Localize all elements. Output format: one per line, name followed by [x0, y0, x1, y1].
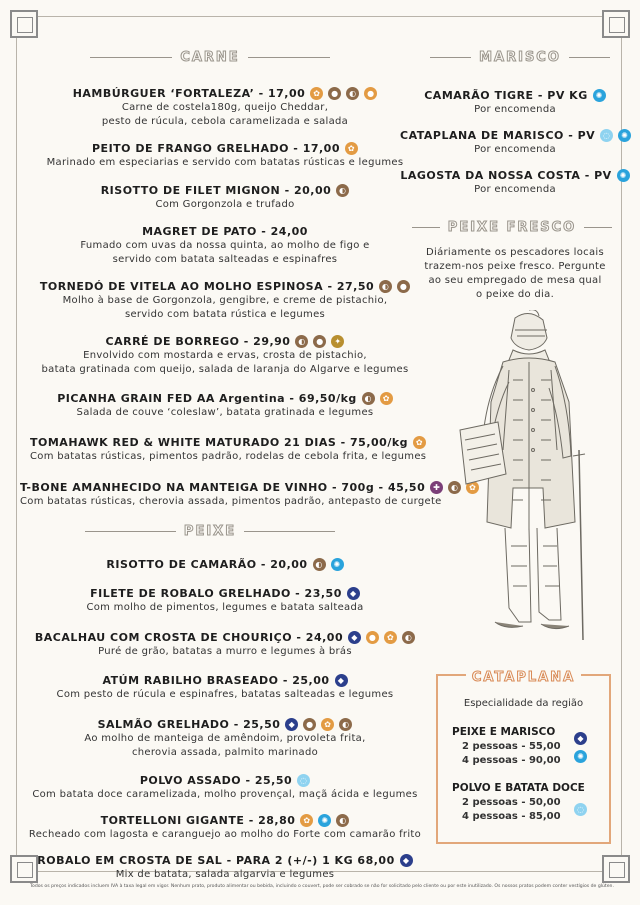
gluten-icon: ✿	[466, 481, 479, 494]
item-name: TORTELLONI GIGANTE - 28,80	[100, 814, 296, 827]
item-desc: Com batata doce caramelizada, molho provençal, maçã ácida e legumes	[32, 789, 418, 800]
note-line: ao seu empregado de mesa qual	[428, 275, 602, 286]
menu-item	[30, 275, 420, 322]
item-desc: Fumado com uvas da nossa quinta, ao molho de figo e	[80, 240, 370, 251]
gluten-icon: ✿	[413, 436, 426, 449]
gluten-icon: ✿	[345, 142, 358, 155]
item-desc: Com batatas rústicas, pimentos padrão, rodelas de cebola frita, e legumes	[30, 451, 427, 462]
section-title-peixe: PEIXE	[183, 524, 237, 539]
menu-item	[400, 84, 630, 117]
price-line: 2 pessoas - 50,00	[462, 797, 561, 808]
fish-icon: ◆	[347, 587, 360, 600]
menu-item	[30, 330, 420, 377]
menu-item	[30, 769, 420, 802]
nuts-icon: ●	[303, 718, 316, 731]
item-name: CATAPLANA DE MARISCO - PV	[400, 129, 596, 142]
menu-item	[30, 387, 420, 420]
dairy-icon: ◐	[313, 558, 326, 571]
item-desc: Com molho de pimentos, legumes e batata salteada	[86, 602, 364, 613]
dairy-icon: ◐	[339, 718, 352, 731]
price-line: 2 pessoas - 55,00	[462, 741, 561, 752]
cataplana-prices	[462, 740, 561, 768]
item-desc: Puré de grão, batatas a murro e legumes à brás	[98, 646, 352, 657]
price-line: 4 pessoas - 90,00	[462, 755, 561, 766]
item-desc: Marinado em especiarias e servido com batatas rústicas e legumes	[46, 157, 404, 168]
menu-item	[30, 713, 420, 760]
crustacean-icon: ✺	[331, 558, 344, 571]
item-desc: cherovia assada, palmito marinado	[131, 747, 319, 758]
cataplana-prices	[462, 796, 561, 824]
cataplana-group-name: PEIXE E MARISCO	[452, 726, 556, 738]
item-desc: Ao molho de manteiga de amêndoim, provoleta frita,	[84, 733, 366, 744]
menu-item	[400, 164, 630, 197]
menu-item	[30, 220, 420, 267]
gluten-icon: ✿	[321, 718, 334, 731]
cataplana-group-name: POLVO E BATATA DOCE	[452, 782, 585, 794]
corner-ornament	[10, 10, 38, 38]
menu-item	[30, 849, 420, 882]
cataplana-box	[436, 670, 611, 844]
item-desc: Com batatas rústicas, cherovia assada, pimentos padrão, antepasto de curgete	[20, 496, 442, 507]
dairy-icon: ●	[328, 87, 341, 100]
nuts-icon: ●	[397, 280, 410, 293]
fish-icon: ◆	[574, 732, 587, 745]
item-name: ROBALO EM CROSTA DE SAL - PARA 2 (+/-) 1 KG 68,00	[37, 854, 395, 867]
item-name: CAMARÃO TIGRE - PV KG	[424, 89, 588, 102]
item-name: T-BONE AMANHECIDO NA MANTEIGA DE VINHO - 700g - 45,50	[20, 481, 426, 494]
menu-item	[30, 431, 427, 464]
section-title-carne: CARNE	[180, 50, 240, 65]
item-name: PEITO DE FRANGO GRELHADO - 17,00	[92, 142, 340, 155]
crustacean-icon: ✺	[593, 89, 606, 102]
section-carne	[90, 50, 330, 65]
menu-item	[20, 476, 477, 509]
mustard-icon: ◐	[346, 87, 359, 100]
section-title-peixe-fresco: PEIXE FRESCO	[447, 220, 577, 235]
item-name: FILETE DE ROBALO GRELHADO - 23,50	[90, 587, 342, 600]
fish-icon: ◆	[400, 854, 413, 867]
fish-icon: ◆	[335, 674, 348, 687]
menu-item	[30, 582, 420, 615]
mollusc-icon: ◌	[600, 129, 613, 142]
gluten-icon: ✿	[310, 87, 323, 100]
egg-icon: ●	[366, 631, 379, 644]
item-desc: Por encomenda	[474, 104, 556, 115]
item-name: BACALHAU COM CROSTA DE CHOURIÇO - 24,00	[34, 631, 344, 644]
note-line: Diáriamente os pescadores locais	[426, 247, 604, 258]
crustacean-icon: ✺	[574, 750, 587, 763]
section-peixe-fresco	[412, 220, 612, 235]
menu-item	[400, 124, 630, 157]
section-title-marisco: MARISCO	[479, 50, 561, 65]
gluten-icon: ✿	[380, 392, 393, 405]
item-name: TOMAHAWK RED & WHITE MATURADO 21 DIAS - 75,00/kg	[30, 436, 409, 449]
dairy-icon: ◐	[448, 481, 461, 494]
item-desc: Mix de batata, salada algarvia e legumes	[115, 869, 335, 880]
item-desc: Por encomenda	[474, 184, 556, 195]
item-name: MAGRET DE PATO - 24,00	[142, 225, 308, 238]
peixe-fresco-note	[410, 246, 620, 302]
item-desc: Com Gorgonzola e trufado	[155, 199, 295, 210]
dairy-icon: ◐	[379, 280, 392, 293]
crustacean-icon: ✺	[318, 814, 331, 827]
item-name: LAGOSTA DA NOSSA COSTA - PV	[400, 169, 612, 182]
item-name: RISOTTO DE CAMARÃO - 20,00	[106, 558, 308, 571]
dairy-icon: ◐	[402, 631, 415, 644]
item-desc: servido com batata salteadas e espinafres	[112, 254, 338, 265]
item-desc: Recheado com lagosta e caranguejo ao molho do Forte com camarão frito	[28, 829, 422, 840]
mollusc-icon: ◌	[297, 774, 310, 787]
item-desc: Com pesto de rúcula e espinafres, batatas salteadas e legumes	[56, 689, 394, 700]
item-desc: Salada de couve ‘coleslaw’, batata gratinada e legumes	[76, 407, 374, 418]
section-peixe	[85, 524, 335, 539]
egg-icon: ●	[364, 87, 377, 100]
item-name: SALMÃO GRELHADO - 25,50	[97, 718, 281, 731]
cataplana-subtitle: Especialidade da região	[463, 698, 584, 709]
dairy-icon: ◐	[336, 184, 349, 197]
menu-item	[20, 809, 430, 842]
item-name: RISOTTO DE FILET MIGNON - 20,00	[100, 184, 332, 197]
price-line: 4 pessoas - 85,00	[462, 811, 561, 822]
sulphites-icon: ✚	[430, 481, 443, 494]
knight-illustration	[455, 310, 605, 645]
mustard-icon: ✦	[331, 335, 344, 348]
section-title-cataplana: CATAPLANA	[466, 670, 581, 685]
item-desc: pesto de rúcula, cebola caramelizada e salada	[101, 116, 349, 127]
item-desc: Molho à base de Gorgonzola, gengibre, e creme de pistachio,	[62, 295, 388, 306]
dairy-icon: ◐	[336, 814, 349, 827]
item-name: HAMBÚRGUER ‘FORTALEZA’ - 17,00	[72, 87, 306, 100]
item-name: ATÚM RABILHO BRASEADO - 25,00	[102, 674, 330, 687]
note-line: trazem-nos peixe fresco. Pergunte	[424, 261, 606, 272]
item-desc: Por encomenda	[474, 144, 556, 155]
crustacean-icon: ✺	[618, 129, 631, 142]
item-desc: Envolvido com mostarda e ervas, crosta de pistachio,	[83, 350, 367, 361]
nuts-icon: ●	[313, 335, 326, 348]
menu-item	[30, 553, 420, 572]
mollusc-icon: ◌	[574, 803, 587, 816]
menu-item	[30, 179, 420, 212]
item-name: POLVO ASSADO - 25,50	[139, 774, 293, 787]
corner-ornament	[602, 10, 630, 38]
dairy-icon: ◐	[362, 392, 375, 405]
menu-item	[30, 137, 420, 170]
gluten-icon: ✿	[384, 631, 397, 644]
menu-item	[30, 82, 420, 129]
item-desc: Carne de costela180g, queijo Cheddar,	[121, 102, 329, 113]
menu-item	[30, 626, 420, 659]
dairy-icon: ◐	[295, 335, 308, 348]
crustacean-icon: ✺	[617, 169, 630, 182]
section-marisco	[430, 50, 610, 65]
fish-icon: ◆	[285, 718, 298, 731]
menu-item	[30, 669, 420, 702]
fish-icon: ◆	[348, 631, 361, 644]
gluten-icon: ✿	[300, 814, 313, 827]
item-name: PICANHA GRAIN FED AA Argentina - 69,50/kg	[57, 392, 357, 405]
corner-ornament	[602, 855, 630, 883]
item-name: CARRÉ DE BORREGO - 29,90	[105, 335, 291, 348]
note-line: o peixe do dia.	[475, 289, 555, 300]
item-desc: servido com batata rústica e legumes	[124, 309, 326, 320]
item-desc: batata gratinada com queijo, salada de laranja do Algarve e legumes	[41, 364, 409, 375]
footer-note: Todos os preços indicados incluem IVA à taxa legal em vigor. Nenhum prato, produto alimentar ou bebida, incluindo o couvert, pode ser cobrado se não for solicitado pelo cliente ou por este inutilizado. Os nossos pratos podem conter vestígios de glúten.	[30, 884, 614, 889]
item-name: TORNEDÓ DE VITELA AO MOLHO ESPINOSA - 27,50	[39, 280, 375, 293]
